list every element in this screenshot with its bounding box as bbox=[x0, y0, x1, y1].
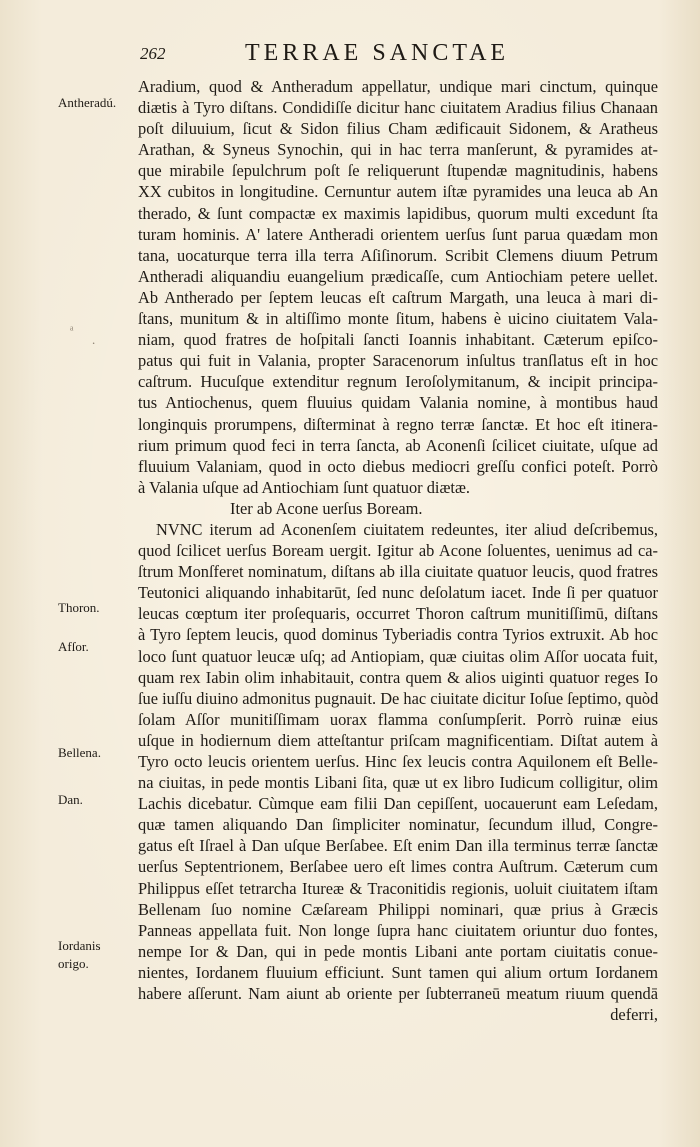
text-line: Philippus eſſet tetrarcha Itureæ & Traconitidis regionis, uoluit ciuitatem iſtam bbox=[138, 878, 658, 898]
text-line: Teutonici aliquando inhabitarūt, ſed nunc deſolatum iacet. Inde ſi per quatuor bbox=[138, 583, 658, 603]
text-line: Lachis dicebatur. Cùmque eam filii Dan cepiſſent, uocauerunt eam Leſedam, bbox=[138, 794, 658, 814]
text-line: à Valania uſque ad Antiochiam ſunt quatuor diætæ. bbox=[138, 477, 471, 497]
text-line: Antheradi aliquandiu euangelium prædicaſſe, cum Antiochiam petere uellet. bbox=[138, 266, 658, 286]
text-line: leucas cœptum iter proſequaris, occurret Thoron caſtrum munitiſſimū, diſtans bbox=[138, 604, 658, 624]
text-line: Aradium, quod & Antheradum appellatur, undique mari cinctum, quinque bbox=[138, 77, 658, 96]
text-line: longinquis prorumpens, diſterminat à regno terræ ſanctæ. Et hoc eſt itinera- bbox=[138, 414, 658, 434]
margin-note-origo: origo. bbox=[58, 956, 89, 971]
text-line: à Tyro ſeptem leucis, quod dominus Tyberiadis contra Tyrios extruxit. Ab hoc bbox=[138, 625, 658, 645]
text-line: NVNC iterum ad Aconenſem ciuitatem redeuntes, iter aliud deſcribemus, bbox=[156, 519, 658, 539]
text-line: ſue iuſſu diuino admonitus pugnauit. De hac ciuitate dicitur Ioſue ſeptimo, quòd bbox=[138, 688, 659, 708]
text-line: nientes, Iordanem fluuium efficiunt. Sunt tamen qui alium ortum Iordanem bbox=[138, 962, 658, 982]
margin-note-antheradus: Antheradú. bbox=[58, 95, 117, 110]
margin-mark: . bbox=[92, 332, 96, 347]
text-line: Tyro octo leucis orientem uerſus. Hinc ſex leucis contra Aquilonem eſt Belle- bbox=[138, 752, 658, 771]
text-line: Bellenam ſuo nomine Cæſaream Philippi nominari, quæ prius à Græcis bbox=[138, 899, 658, 919]
text-line: ſolam Aſſor munitiſſimam uorax flamma conſumpſerit. Porrò ruinæ eius bbox=[138, 709, 658, 729]
text-line: Ab Antherado per ſeptem leucas eſt caſtrum Margath, una leuca à mari di- bbox=[138, 287, 658, 307]
running-title: TERRAE SANCTAE bbox=[245, 40, 510, 66]
text-line: rium primum quod feci in terra ſancta, ab Aconenſi ſcilicet ciuitate, uſque ad bbox=[138, 435, 658, 455]
text-line: patus qui fuit in Valania, propter Saracenorum inſultus tranſlatus eſt in hoc bbox=[138, 351, 658, 371]
text-line: nempe Ior & Dan, qui in pede montis Libani ante portam ciuitatis conue- bbox=[138, 941, 658, 961]
text-line: tana, uocaturque terra illa terra Aſiſinorum. Scribit Clemens diuum Petrum bbox=[138, 245, 658, 265]
text-line: uerſus Septentrionem, Berſabee uero eſt limes contra Auſtrum. Cæterum cum bbox=[138, 857, 658, 877]
margin-mark: ᵃ bbox=[70, 322, 74, 337]
text-line: caſtrum. Hucuſque extenditur regnum Ieroſolymitanum, & incipit principa- bbox=[138, 372, 658, 392]
text-line: turam hominis. A' latere Antheradi orientem uerſus ſunt parua quædam mon bbox=[138, 224, 658, 244]
text-line: therado, & ſunt compactæ ex maximis lapidibus, quorum multi excedunt ſta bbox=[138, 203, 658, 223]
text-line: quod ſcilicet uerſus Boream uergit. Igitur ab Acone ſoluentes, uenimus ad ca- bbox=[138, 541, 658, 561]
text-line: quæ tamen aliquando Dan ſimpliciter nominatur, ſecundum illud, Congre- bbox=[138, 815, 658, 835]
margin-note-assor: Afſor. bbox=[58, 639, 89, 654]
text-line: diætis à Tyro diſtans. Condidiſſe dicitur hanc ciuitatem Aradius filius Chanaan bbox=[138, 98, 658, 118]
body-text bbox=[138, 76, 658, 1025]
margin-note-dan: Dan. bbox=[58, 792, 83, 807]
text-line: niam, quod fratres de hoſpitali ſancti Ioannis inhabitant. Cæterum epiſco- bbox=[138, 330, 658, 350]
text-line: que mirabile ſepulchrum poſt ſe reliquerunt ſtupendæ magnitudinis, habens bbox=[138, 161, 658, 181]
catchword: deferri, bbox=[610, 1005, 658, 1025]
page-header bbox=[0, 40, 700, 70]
text-line: loco ſunt quatuor leucæ uſq; ad Antiopiam, quæ ciuitas olim Aſſor uocata fuit, bbox=[138, 646, 658, 666]
text-line: tus Antiochenus, quem fluuius quidam Valania nomine, à montibus haud bbox=[138, 393, 658, 413]
text-line: na ciuitas, in pede montis Libani ſita, quæ ut ex libro Iudicum colligitur, olim bbox=[138, 773, 658, 793]
margin-note-bellena: Bellena. bbox=[58, 745, 101, 760]
page-number: 262 bbox=[140, 44, 166, 63]
text-line: gatus eſt Iſrael à Dan uſque Berſabee. Eſt enim Dan illa terminus terræ ſanctæ bbox=[138, 836, 658, 856]
text-line: fluuium Valaniam, quod in octo diebus mediocri greſſu confici poteſt. Porrò bbox=[138, 456, 658, 476]
margin-note-thoron: Thoron. bbox=[58, 600, 100, 615]
text-line: Arathan, & Syneus Synochin, qui in hac terra manſerunt, & pyramides at- bbox=[138, 140, 658, 160]
section-heading: Iter ab Acone uerſus Boream. bbox=[230, 498, 423, 518]
text-line: poſt diluuium, ſicut & Sidon filius Cham ædificauit Sidonem, & Aratheus bbox=[138, 119, 658, 139]
text-line: uſque in hodiernum diem atteſtantur priſcam magnificentiam. Diſtat autem à bbox=[138, 730, 658, 750]
text-line: quam rex Iabin olim inhabitauit, contra quem & alios uiginti quatuor reges Io bbox=[138, 667, 658, 687]
margin-note-iordanis: Iordanis bbox=[58, 938, 101, 953]
text-line: XX cubitos in longitudine. Cernuntur autem iſtæ pyramides una leuca ab An bbox=[138, 182, 658, 202]
text-line: ſtrum Monſferet nominatum, diſtans ab illa ciuitate quatuor leucis, quod fratres bbox=[138, 562, 658, 582]
text-line: ſtans, munitum & in altiſſimo monte ſitum, habens è uicino ciuitatem Vala- bbox=[138, 309, 658, 329]
text-line: habere aſſerunt. Nam aiunt ab oriente per ſubterraneū meatum riuum quendā bbox=[138, 984, 658, 1004]
text-line: Panneas appellata fuit. Non longe ſupra hanc ciuitatem oriuntur duo fontes, bbox=[138, 920, 658, 940]
